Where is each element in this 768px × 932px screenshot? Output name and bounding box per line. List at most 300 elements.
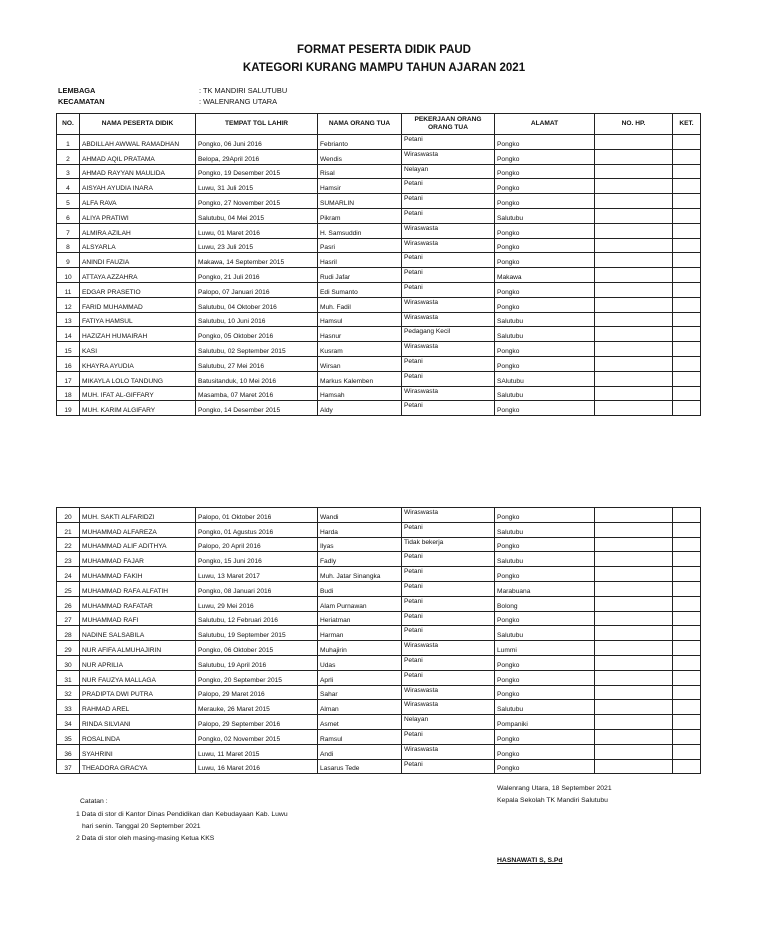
cell-no-hp — [595, 401, 673, 416]
table-row — [57, 327, 701, 342]
cell-pekerjaan: Wiraswasta — [402, 700, 495, 715]
cell-no-hp — [595, 282, 673, 297]
cell-tempat-tgl-lahir: Palopo, 07 Januari 2016 — [196, 282, 318, 297]
cell-no: 2 — [57, 149, 80, 164]
cell-tempat-tgl-lahir: Pongko, 19 Desember 2015 — [196, 164, 318, 179]
cell-ket — [673, 626, 701, 641]
cell-nama-peserta: RINDA SILVIANI — [80, 715, 196, 730]
cell-ket — [673, 179, 701, 194]
table-row — [57, 552, 701, 567]
cell-nama-peserta: ABDILLAH AWWAL RAMADHAN — [80, 135, 196, 150]
table-row — [57, 715, 701, 730]
cell-alamat: Pongko — [495, 135, 595, 150]
cell-pekerjaan: Petani — [402, 626, 495, 641]
cell-alamat: Salutubu — [495, 386, 595, 401]
cell-nama-orang-tua: Pikram — [318, 208, 402, 223]
cell-ket — [673, 552, 701, 567]
info-lembaga-value: : TK MANDIRI SALUTUBU — [199, 86, 288, 95]
cell-tempat-tgl-lahir: Pongko, 06 Oktober 2015 — [196, 641, 318, 656]
cell-nama-peserta: FATIYA HAMSUL — [80, 312, 196, 327]
cell-nama-orang-tua: Alman — [318, 700, 402, 715]
cell-no-hp — [595, 655, 673, 670]
cell-tempat-tgl-lahir: Luwu, 13 Maret 2017 — [196, 567, 318, 582]
table-row — [57, 297, 701, 312]
table-row — [57, 238, 701, 253]
cell-pekerjaan: Wiraswasta — [402, 641, 495, 656]
cell-no: 17 — [57, 371, 80, 386]
cell-tempat-tgl-lahir: Pongko, 21 Juli 2016 — [196, 268, 318, 283]
cell-nama-peserta: NUR FAUZYA MALLAGA — [80, 670, 196, 685]
cell-alamat: Salutubu — [495, 208, 595, 223]
cell-pekerjaan: Wiraswasta — [402, 238, 495, 253]
cell-nama-orang-tua: Muh. Jatar Sinangka — [318, 567, 402, 582]
cell-ket — [673, 386, 701, 401]
cell-no-hp — [595, 744, 673, 759]
cell-nama-orang-tua: Risal — [318, 164, 402, 179]
note-item-1: 1 Data di stor di Kantor Dinas Pendidikan dan Kebudayaan Kab. Luwu — [76, 811, 288, 818]
cell-nama-peserta: MUH. KARIM ALGIFARY — [80, 401, 196, 416]
cell-ket — [673, 135, 701, 150]
cell-nama-orang-tua: Markus Kalemben — [318, 371, 402, 386]
cell-ket — [673, 759, 701, 774]
cell-ket — [673, 401, 701, 416]
cell-pekerjaan: Petani — [402, 655, 495, 670]
cell-alamat: Pongko — [495, 401, 595, 416]
cell-alamat: Makawa — [495, 268, 595, 283]
cell-alamat: Salutubu — [495, 327, 595, 342]
cell-ket — [673, 522, 701, 537]
cell-no: 12 — [57, 297, 80, 312]
cell-pekerjaan: Wiraswasta — [402, 223, 495, 238]
table-row — [57, 164, 701, 179]
cell-no-hp — [595, 581, 673, 596]
cell-alamat: Pongko — [495, 342, 595, 357]
table-row — [57, 626, 701, 641]
cell-nama-orang-tua: Wendis — [318, 149, 402, 164]
cell-no-hp — [595, 253, 673, 268]
cell-pekerjaan: Petani — [402, 552, 495, 567]
cell-alamat: Salutubu — [495, 700, 595, 715]
cell-nama-orang-tua: Harman — [318, 626, 402, 641]
cell-alamat: Pongko — [495, 164, 595, 179]
cell-no: 11 — [57, 282, 80, 297]
cell-nama-orang-tua: Alam Purnawan — [318, 596, 402, 611]
cell-ket — [673, 194, 701, 209]
cell-alamat: Pongko — [495, 655, 595, 670]
table-row — [57, 759, 701, 774]
cell-nama-peserta: MUH. IFAT AL-GIFFARY — [80, 386, 196, 401]
cell-alamat: Salutubu — [495, 552, 595, 567]
cell-no: 35 — [57, 729, 80, 744]
cell-nama-peserta: ROSALINDA — [80, 729, 196, 744]
cell-pekerjaan: Petani — [402, 194, 495, 209]
cell-no-hp — [595, 552, 673, 567]
cell-no-hp — [595, 356, 673, 371]
cell-nama-orang-tua: Aldy — [318, 401, 402, 416]
cell-no: 37 — [57, 759, 80, 774]
cell-nama-peserta: MUHAMMAD ALFAREZA — [80, 522, 196, 537]
cell-nama-peserta: RAHMAD AREL — [80, 700, 196, 715]
cell-nama-peserta: NUR APRILIA — [80, 655, 196, 670]
cell-nama-orang-tua: Udas — [318, 655, 402, 670]
cell-pekerjaan: Petani — [402, 729, 495, 744]
cell-tempat-tgl-lahir: Salutubu, 10 Juni 2016 — [196, 312, 318, 327]
cell-ket — [673, 715, 701, 730]
cell-no-hp — [595, 670, 673, 685]
cell-no-hp — [595, 508, 673, 523]
cell-alamat: Salutubu — [495, 312, 595, 327]
cell-pekerjaan: Pedagang Kecil — [402, 327, 495, 342]
cell-alamat: Pongko — [495, 759, 595, 774]
cell-alamat: SAlutubu — [495, 371, 595, 386]
cell-tempat-tgl-lahir: Palopo, 29 September 2016 — [196, 715, 318, 730]
cell-no-hp — [595, 641, 673, 656]
cell-nama-peserta: THEADORA GRACYA — [80, 759, 196, 774]
cell-ket — [673, 342, 701, 357]
cell-ket — [673, 327, 701, 342]
table-row — [57, 282, 701, 297]
cell-no: 28 — [57, 626, 80, 641]
table-row — [57, 253, 701, 268]
cell-pekerjaan: Wiraswasta — [402, 386, 495, 401]
cell-nama-peserta: ALMIRA AZILAH — [80, 223, 196, 238]
cell-pekerjaan: Petani — [402, 567, 495, 582]
table-row — [57, 135, 701, 150]
cell-nama-orang-tua: Hamsul — [318, 312, 402, 327]
table-row — [57, 149, 701, 164]
cell-pekerjaan: Petani — [402, 596, 495, 611]
cell-no-hp — [595, 611, 673, 626]
cell-tempat-tgl-lahir: Pongko, 01 Agustus 2016 — [196, 522, 318, 537]
cell-pekerjaan: Petani — [402, 356, 495, 371]
document-subtitle: KATEGORI KURANG MAMPU TAHUN AJARAN 2021 — [242, 62, 526, 74]
note-item-1-cont: hari senin. Tanggal 20 September 2021 — [82, 823, 201, 830]
cell-pekerjaan: Wiraswasta — [402, 508, 495, 523]
cell-ket — [673, 282, 701, 297]
cell-nama-peserta: FARID MUHAMMAD — [80, 297, 196, 312]
cell-nama-orang-tua: Hasril — [318, 253, 402, 268]
cell-pekerjaan: Petani — [402, 522, 495, 537]
cell-nama-orang-tua: SUMARLIN — [318, 194, 402, 209]
cell-alamat: Pongko — [495, 670, 595, 685]
cell-tempat-tgl-lahir: Palopo, 29 Maret 2016 — [196, 685, 318, 700]
info-lembaga-label: LEMBAGA — [58, 86, 96, 95]
cell-nama-peserta: NUR AFIFA ALMUHAJIRIN — [80, 641, 196, 656]
info-kecamatan — [58, 97, 278, 106]
cell-nama-peserta: ALFA RAVA — [80, 194, 196, 209]
cell-no-hp — [595, 596, 673, 611]
cell-pekerjaan: Petani — [402, 401, 495, 416]
cell-ket — [673, 655, 701, 670]
cell-no: 14 — [57, 327, 80, 342]
cell-alamat: Pongko — [495, 729, 595, 744]
cell-tempat-tgl-lahir: Luwu, 23 Juli 2015 — [196, 238, 318, 253]
student-table-page-1 — [56, 113, 701, 416]
signature-name: HASNAWATI S, S.Pd — [497, 857, 563, 864]
cell-no: 31 — [57, 670, 80, 685]
cell-ket — [673, 149, 701, 164]
cell-alamat: Lummi — [495, 641, 595, 656]
cell-alamat: Pongko — [495, 223, 595, 238]
cell-no: 3 — [57, 164, 80, 179]
cell-no: 22 — [57, 537, 80, 552]
cell-nama-orang-tua: Budi — [318, 581, 402, 596]
cell-no-hp — [595, 208, 673, 223]
cell-nama-peserta: MIKAYLA LOLO TANDUNG — [80, 371, 196, 386]
cell-ket — [673, 670, 701, 685]
cell-no: 8 — [57, 238, 80, 253]
cell-no-hp — [595, 327, 673, 342]
cell-no-hp — [595, 522, 673, 537]
cell-tempat-tgl-lahir: Luwu, 31 Juli 2015 — [196, 179, 318, 194]
cell-pekerjaan: Wiraswasta — [402, 149, 495, 164]
document-title: FORMAT PESERTA DIDIK PAUD — [297, 44, 471, 56]
cell-alamat: Pompaniki — [495, 715, 595, 730]
cell-no-hp — [595, 371, 673, 386]
table-row — [57, 729, 701, 744]
cell-nama-orang-tua: Asmet — [318, 715, 402, 730]
info-kecamatan-value: : WALENRANG UTARA — [199, 97, 278, 106]
table-row — [57, 401, 701, 416]
cell-tempat-tgl-lahir: Palopo, 01 Oktober 2016 — [196, 508, 318, 523]
cell-tempat-tgl-lahir: Pongko, 06 Juni 2016 — [196, 135, 318, 150]
cell-pekerjaan: Wiraswasta — [402, 744, 495, 759]
cell-alamat: Bolong — [495, 596, 595, 611]
cell-ket — [673, 238, 701, 253]
cell-nama-peserta: AHMAD AQIL PRATAMA — [80, 149, 196, 164]
cell-alamat: Pongko — [495, 611, 595, 626]
table-row — [57, 641, 701, 656]
cell-no-hp — [595, 386, 673, 401]
table-row — [57, 581, 701, 596]
cell-tempat-tgl-lahir: Pongko, 02 November 2015 — [196, 729, 318, 744]
cell-tempat-tgl-lahir: Salutubu, 04 Mei 2015 — [196, 208, 318, 223]
cell-nama-peserta: AHMAD RAYYAN MAULIDA — [80, 164, 196, 179]
cell-tempat-tgl-lahir: Belopa, 29April 2016 — [196, 149, 318, 164]
header-ket: KET. — [673, 114, 701, 135]
note-item-2: 2 Data di stor oleh masing-masing Ketua KKS — [76, 835, 215, 842]
cell-no-hp — [595, 626, 673, 641]
table-row — [57, 386, 701, 401]
table-row — [57, 655, 701, 670]
cell-ket — [673, 581, 701, 596]
cell-no-hp — [595, 759, 673, 774]
cell-nama-orang-tua: Fadly — [318, 552, 402, 567]
cell-nama-peserta: PRADIPTA DWI PUTRA — [80, 685, 196, 700]
cell-tempat-tgl-lahir: Salutubu, 19 September 2015 — [196, 626, 318, 641]
cell-nama-peserta: ALIYA PRATIWI — [80, 208, 196, 223]
cell-no: 6 — [57, 208, 80, 223]
table-row — [57, 179, 701, 194]
cell-alamat: Pongko — [495, 508, 595, 523]
cell-no-hp — [595, 700, 673, 715]
cell-tempat-tgl-lahir: Salutubu, 04 Oktober 2016 — [196, 297, 318, 312]
cell-nama-orang-tua: Lasarus Tede — [318, 759, 402, 774]
cell-nama-orang-tua: Febrianto — [318, 135, 402, 150]
cell-tempat-tgl-lahir: Pongko, 14 Desember 2015 — [196, 401, 318, 416]
cell-nama-orang-tua: Muhajirin — [318, 641, 402, 656]
table-row — [57, 208, 701, 223]
cell-alamat: Salutubu — [495, 626, 595, 641]
cell-nama-peserta: MUHAMMAD RAFATAR — [80, 596, 196, 611]
cell-no: 9 — [57, 253, 80, 268]
cell-ket — [673, 611, 701, 626]
cell-no: 23 — [57, 552, 80, 567]
header-nama-peserta: NAMA PESERTA DIDIK — [80, 114, 196, 135]
cell-pekerjaan: Petani — [402, 268, 495, 283]
cell-tempat-tgl-lahir: Luwu, 11 Maret 2015 — [196, 744, 318, 759]
cell-no-hp — [595, 194, 673, 209]
table-row — [57, 312, 701, 327]
cell-nama-peserta: MUHAMMAD FAJAR — [80, 552, 196, 567]
header-no-hp: NO. HP. — [595, 114, 673, 135]
cell-pekerjaan: Petani — [402, 208, 495, 223]
table-row — [57, 223, 701, 238]
student-table-page-2 — [56, 507, 701, 774]
cell-nama-peserta: MUH. SAKTI ALFARIDZI — [80, 508, 196, 523]
cell-nama-orang-tua: Wandi — [318, 508, 402, 523]
cell-ket — [673, 268, 701, 283]
cell-no: 1 — [57, 135, 80, 150]
cell-pekerjaan: Petani — [402, 179, 495, 194]
info-kecamatan-label: KECAMATAN — [58, 97, 105, 106]
table-row — [57, 611, 701, 626]
table-row — [57, 342, 701, 357]
table-row — [57, 194, 701, 209]
cell-tempat-tgl-lahir: Masamba, 07 Maret 2016 — [196, 386, 318, 401]
cell-no: 7 — [57, 223, 80, 238]
cell-nama-peserta: ANINDI FAUZIA — [80, 253, 196, 268]
cell-no: 13 — [57, 312, 80, 327]
cell-ket — [673, 537, 701, 552]
cell-alamat: Salutubu — [495, 522, 595, 537]
cell-nama-orang-tua: Hamsah — [318, 386, 402, 401]
cell-tempat-tgl-lahir: Pongko, 27 November 2015 — [196, 194, 318, 209]
cell-pekerjaan: Petani — [402, 759, 495, 774]
cell-tempat-tgl-lahir: Makawa, 14 September 2015 — [196, 253, 318, 268]
cell-no-hp — [595, 238, 673, 253]
cell-nama-orang-tua: Pasri — [318, 238, 402, 253]
cell-no: 19 — [57, 401, 80, 416]
cell-alamat: Pongko — [495, 744, 595, 759]
cell-no: 33 — [57, 700, 80, 715]
cell-alamat: Pongko — [495, 179, 595, 194]
cell-no-hp — [595, 312, 673, 327]
table-row — [57, 685, 701, 700]
cell-ket — [673, 371, 701, 386]
cell-nama-orang-tua: Sahar — [318, 685, 402, 700]
cell-pekerjaan: Wiraswasta — [402, 312, 495, 327]
cell-no-hp — [595, 135, 673, 150]
cell-nama-peserta: ATTAYA AZZAHRA — [80, 268, 196, 283]
header-tempat-tgl-lahir: TEMPAT TGL LAHIR — [196, 114, 318, 135]
cell-no-hp — [595, 342, 673, 357]
cell-nama-orang-tua: Hamsir — [318, 179, 402, 194]
cell-ket — [673, 297, 701, 312]
cell-no-hp — [595, 179, 673, 194]
table-row — [57, 700, 701, 715]
cell-alamat: Pongko — [495, 685, 595, 700]
cell-ket — [673, 700, 701, 715]
table-row — [57, 371, 701, 386]
cell-nama-orang-tua: Ramsul — [318, 729, 402, 744]
cell-pekerjaan: Petani — [402, 282, 495, 297]
cell-no: 18 — [57, 386, 80, 401]
cell-no-hp — [595, 268, 673, 283]
header-no: NO. — [57, 114, 80, 135]
cell-nama-orang-tua: H. Samsuddin — [318, 223, 402, 238]
cell-no-hp — [595, 729, 673, 744]
cell-nama-peserta: KASI — [80, 342, 196, 357]
cell-no: 25 — [57, 581, 80, 596]
cell-nama-orang-tua: Heriatman — [318, 611, 402, 626]
cell-alamat: Pongko — [495, 253, 595, 268]
cell-alamat: Pongko — [495, 194, 595, 209]
cell-alamat: Pongko — [495, 282, 595, 297]
cell-no-hp — [595, 164, 673, 179]
header-pekerjaan: PEKERJAAN ORANG ORANG TUA — [402, 114, 495, 135]
cell-nama-orang-tua: Kusram — [318, 342, 402, 357]
table-row — [57, 596, 701, 611]
cell-no: 4 — [57, 179, 80, 194]
cell-tempat-tgl-lahir: Pongko, 08 Januari 2016 — [196, 581, 318, 596]
cell-nama-orang-tua: Muh. Fadil — [318, 297, 402, 312]
cell-nama-peserta: AISYAH AYUDIA INARA — [80, 179, 196, 194]
cell-ket — [673, 223, 701, 238]
notes-heading: Catatan : — [80, 798, 108, 805]
cell-no: 16 — [57, 356, 80, 371]
table-body-page-2 — [57, 508, 701, 774]
cell-ket — [673, 253, 701, 268]
cell-nama-orang-tua: Wirsan — [318, 356, 402, 371]
cell-pekerjaan: Wiraswasta — [402, 342, 495, 357]
cell-no: 29 — [57, 641, 80, 656]
cell-no-hp — [595, 537, 673, 552]
cell-pekerjaan: Petani — [402, 611, 495, 626]
cell-alamat: Pongko — [495, 149, 595, 164]
cell-tempat-tgl-lahir: Salutubu, 12 Februari 2016 — [196, 611, 318, 626]
cell-nama-orang-tua: Andi — [318, 744, 402, 759]
cell-nama-peserta: MUHAMMAD ALIF ADITHYA — [80, 537, 196, 552]
table-row — [57, 670, 701, 685]
signature-place-date: Walenrang Utara, 18 September 2021 — [497, 785, 612, 792]
cell-nama-orang-tua: Edi Sumanto — [318, 282, 402, 297]
cell-nama-peserta: HAZIZAH HUMAIRAH — [80, 327, 196, 342]
cell-pekerjaan: Petani — [402, 371, 495, 386]
cell-nama-peserta: MUHAMMAD FAKIH — [80, 567, 196, 582]
cell-nama-orang-tua: Ilyas — [318, 537, 402, 552]
cell-tempat-tgl-lahir: Pongko, 05 Oktober 2016 — [196, 327, 318, 342]
cell-nama-peserta: EDGAR PRASETIO — [80, 282, 196, 297]
cell-no: 24 — [57, 567, 80, 582]
cell-ket — [673, 596, 701, 611]
cell-no-hp — [595, 715, 673, 730]
signature-role: Kepala Sekolah TK Mandiri Salutubu — [497, 797, 608, 804]
cell-pekerjaan: Nelayan — [402, 715, 495, 730]
cell-ket — [673, 729, 701, 744]
cell-alamat: Marabuana — [495, 581, 595, 596]
cell-tempat-tgl-lahir: Salutubu, 02 September 2015 — [196, 342, 318, 357]
cell-pekerjaan: Tidak bekerja — [402, 537, 495, 552]
cell-tempat-tgl-lahir: Salutubu, 19 April 2016 — [196, 655, 318, 670]
cell-tempat-tgl-lahir: Luwu, 01 Maret 2016 — [196, 223, 318, 238]
cell-ket — [673, 312, 701, 327]
cell-no: 30 — [57, 655, 80, 670]
cell-pekerjaan: Petani — [402, 581, 495, 596]
cell-tempat-tgl-lahir: Salutubu, 27 Mei 2016 — [196, 356, 318, 371]
cell-pekerjaan: Petani — [402, 253, 495, 268]
table-row — [57, 537, 701, 552]
